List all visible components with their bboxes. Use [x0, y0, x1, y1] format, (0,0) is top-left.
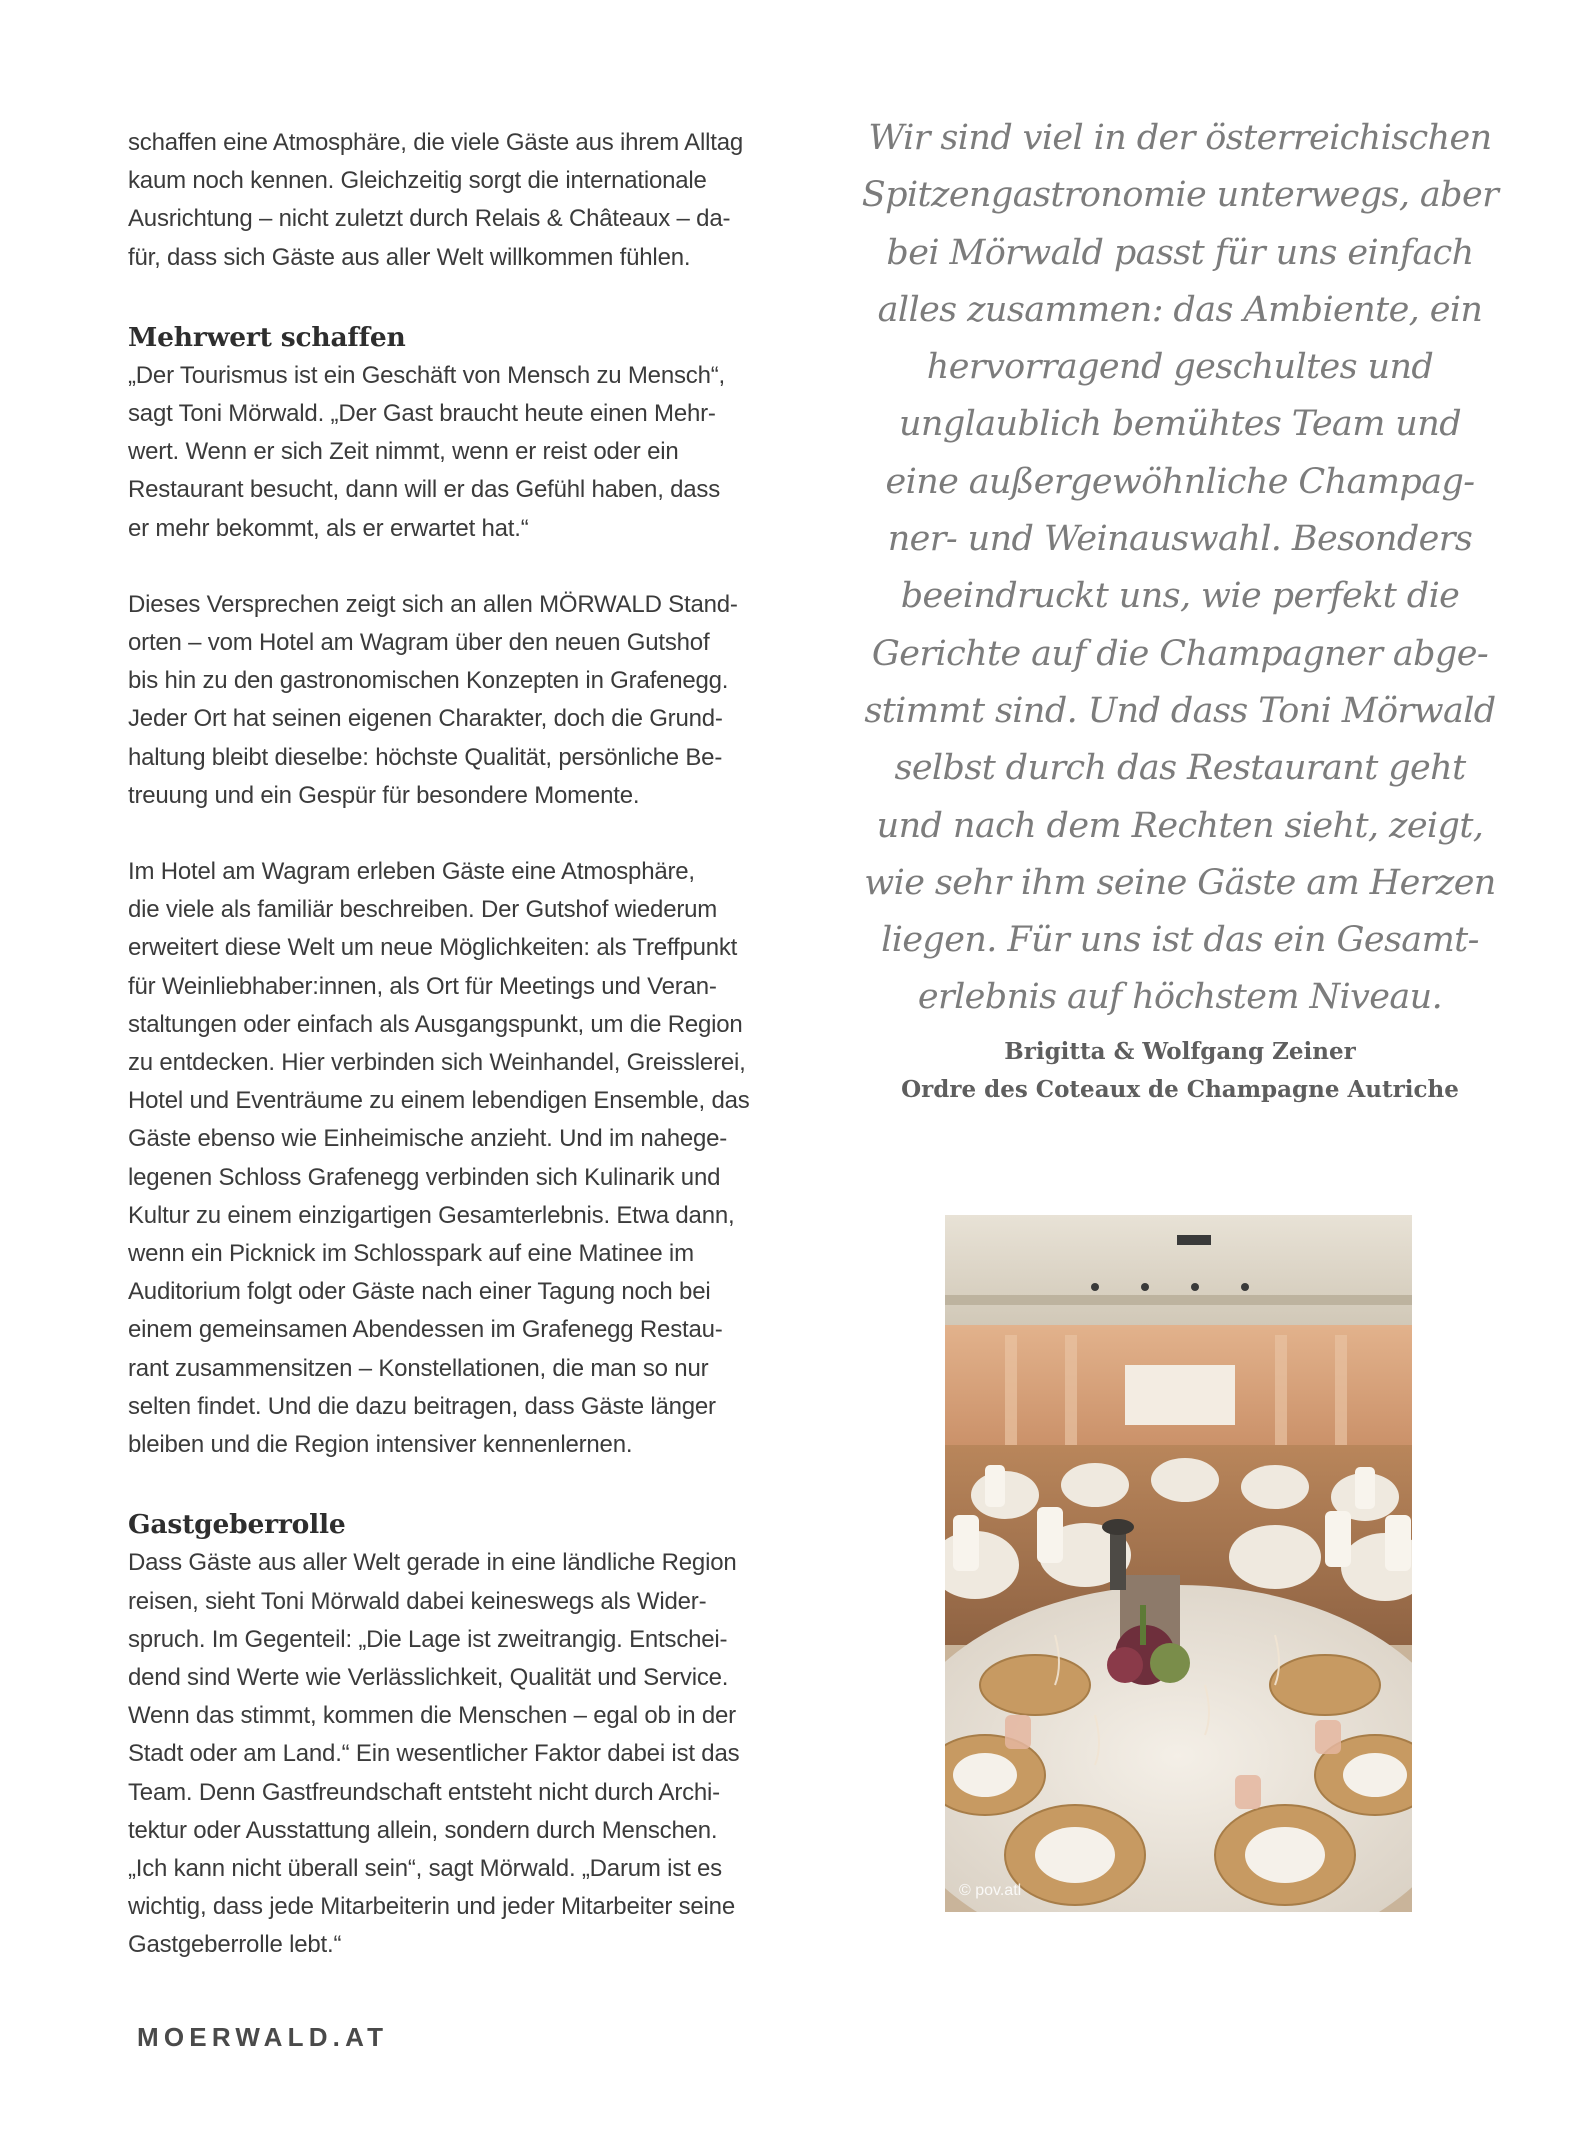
banquet-hall-photo: [945, 1215, 1412, 1912]
text-line: und nach dem Rechten sieht, zeigt,: [876, 805, 1484, 846]
text-line: tektur oder Ausstattung allein, sondern durch Menschen.: [128, 1816, 718, 1844]
text-line: Dass Gäste aus aller Welt gerade in eine ländliche Region: [128, 1549, 737, 1577]
quote-affiliation: Ordre des Coteaux de Champagne Autriche: [901, 1075, 1459, 1103]
text-line: wie sehr ihm seine Gäste am Herzen: [864, 862, 1496, 903]
quote-author: Brigitta & Wolfgang Zeiner: [1004, 1037, 1356, 1065]
text-line: wenn ein Picknick im Schlosspark auf eine Matinee im: [128, 1240, 694, 1268]
text-line: für, dass sich Gäste aus aller Welt willkommen fühlen.: [128, 243, 691, 271]
text-line: zu entdecken. Hier verbinden sich Weinhandel, Greisslerei,: [128, 1049, 746, 1077]
text-line: er mehr bekommt, als er erwartet hat.“: [128, 514, 529, 542]
text-line: liegen. Für uns ist das ein Gesamt-: [881, 920, 1479, 961]
text-line: beeindruckt uns, wie perfekt die: [900, 576, 1460, 617]
text-line: Kultur zu einem einzigartigen Gesamterlebnis. Etwa dann,: [128, 1201, 735, 1229]
text-line: Im Hotel am Wagram erleben Gäste eine Atmosphäre,: [128, 858, 695, 886]
banquet-photo-illustration: [945, 1215, 1412, 1912]
text-line: selbst durch das Restaurant geht: [894, 748, 1466, 789]
text-line: sagt Toni Mörwald. „Der Gast braucht heute einen Mehr-: [128, 400, 716, 428]
text-line: Dieses Versprechen zeigt sich an allen MÖRWALD Stand-: [128, 590, 738, 618]
quote-attribution: [860, 1033, 1500, 1109]
text-line: reisen, sieht Toni Mörwald dabei keineswegs als Wider-: [128, 1587, 707, 1615]
paragraph: [128, 586, 768, 815]
text-line: Wenn das stimmt, kommen die Menschen – egal ob in der: [128, 1702, 736, 1730]
text-line: alles zusammen: das Ambiente, ein: [877, 289, 1483, 330]
paragraph: [128, 853, 768, 1464]
text-line: orten – vom Hotel am Wagram über den neuen Gutshof: [128, 629, 710, 657]
text-line: Gerichte auf die Champagner abge-: [871, 633, 1489, 674]
text-line: „Der Tourismus ist ein Geschäft von Mensch zu Mensch“,: [128, 361, 725, 389]
text-line: stimmt sind. Und dass Toni Mörwald: [864, 690, 1496, 731]
text-line: wert. Wenn er sich Zeit nimmt, wenn er reist oder ein: [128, 438, 679, 466]
paragraph: [128, 124, 768, 277]
text-line: rant zusammensitzen – Konstellationen, die man so nur: [128, 1354, 709, 1382]
text-line: Auditorium folgt oder Gäste nach einer Tagung noch bei: [128, 1278, 711, 1306]
text-line: Restaurant besucht, dann will er das Gefühl haben, dass: [128, 476, 721, 504]
text-line: Ausrichtung – nicht zuletzt durch Relais & Châteaux – da-: [128, 205, 731, 233]
text-line: Hotel und Eventräume zu einem lebendigen Ensemble, das: [128, 1087, 750, 1115]
text-line: legenen Schloss Grafenegg verbinden sich Kulinarik und: [128, 1163, 721, 1191]
paragraph: [128, 357, 768, 548]
text-line: bleiben und die Region intensiver kennenlernen.: [128, 1431, 633, 1459]
photo-credit: © pov.atl: [959, 1882, 1022, 1899]
article-body: [128, 124, 768, 1965]
text-line: Stadt oder am Land.“ Ein wesentlicher Faktor dabei ist das: [128, 1740, 740, 1768]
text-line: treuung und ein Gespür für besondere Momente.: [128, 781, 640, 809]
paragraph: [128, 1544, 768, 1964]
text-line: hervorragend geschultes und: [926, 347, 1434, 388]
text-line: staltungen oder einfach als Ausgangspunkt, um die Region: [128, 1010, 743, 1038]
text-line: schaffen eine Atmosphäre, die viele Gäste aus ihrem Alltag: [128, 129, 743, 156]
text-line: Jeder Ort hat seinen eigenen Charakter, doch die Grund-: [128, 705, 723, 733]
text-line: einem gemeinsamen Abendessen im Grafenegg Restau-: [128, 1316, 723, 1344]
text-line: dend sind Werte wie Verlässlichkeit, Qualität und Service.: [128, 1663, 729, 1691]
text-line: Gastgeberrolle lebt.“: [128, 1931, 342, 1959]
text-line: erweitert diese Welt um neue Möglichkeiten: als Treffpunkt: [128, 934, 738, 962]
section-heading-gastgeberrolle: Gastgeberrolle: [128, 1509, 346, 1541]
text-line: Spitzengastronomie unterwegs, aber: [861, 175, 1499, 216]
text-line: für Weinliebhaber:innen, als Ort für Meetings und Veran-: [128, 972, 717, 1000]
text-line: bei Mörwald passt für uns einfach: [886, 232, 1474, 273]
text-line: die viele als familiär beschreiben. Der Gutshof wiederum: [128, 896, 718, 924]
text-line: wichtig, dass jede Mitarbeiterin und jeder Mitarbeiter seine: [128, 1893, 735, 1921]
quote-text: [860, 110, 1500, 1027]
text-line: Team. Denn Gastfreundschaft entsteht nicht durch Archi-: [128, 1778, 720, 1806]
text-line: „Ich kann nicht überall sein“, sagt Mörwald. „Darum ist es: [128, 1854, 722, 1882]
text-line: unglaublich bemühtes Team und: [898, 404, 1461, 445]
text-line: haltung bleibt dieselbe: höchste Qualität, persönliche Be-: [128, 743, 723, 771]
footer-website[interactable]: MOERWALD.AT: [137, 2022, 389, 2052]
section-heading-mehrwert: Mehrwert schaffen: [128, 321, 406, 353]
text-line: erlebnis auf höchstem Niveau.: [917, 977, 1443, 1018]
text-line: selten findet. Und die dazu beitragen, dass Gäste länger: [128, 1392, 716, 1420]
text-line: kaum noch kennen. Gleichzeitig sorgt die internationale: [128, 167, 707, 195]
text-line: spruch. Im Gegenteil: „Die Lage ist zweitrangig. Entschei-: [128, 1625, 728, 1653]
text-line: Wir sind viel in der österreichischen: [868, 118, 1492, 158]
pull-quote: [860, 110, 1500, 1109]
text-line: eine außergewöhnliche Champag-: [885, 461, 1475, 502]
text-line: Gäste ebenso wie Einheimische anzieht. Und im nahege-: [128, 1125, 728, 1153]
text-line: ner- und Weinauswahl. Besonders: [887, 519, 1473, 560]
text-line: bis hin zu den gastronomischen Konzepten in Grafenegg.: [128, 667, 729, 695]
